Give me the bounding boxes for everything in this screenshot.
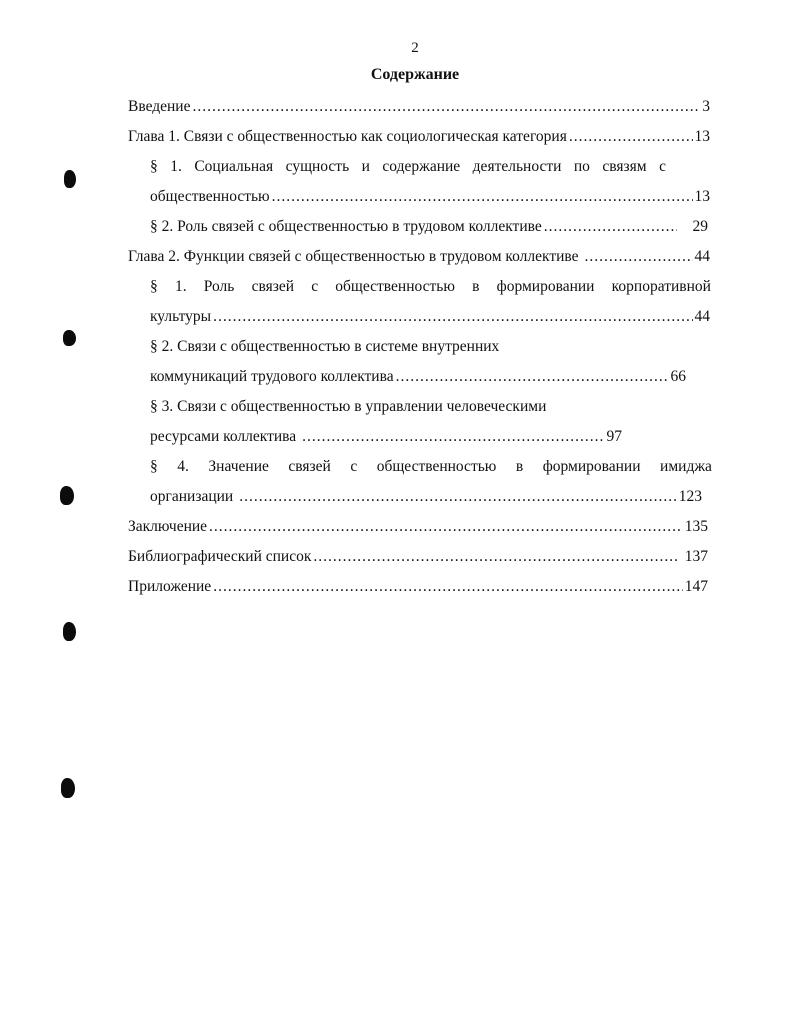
leader-dots [272, 184, 693, 210]
word: с [659, 158, 666, 175]
toc-entry-chapter-2[interactable] [128, 244, 710, 270]
leader-dots [396, 364, 669, 390]
word: § [150, 278, 158, 295]
word: общественностью [335, 278, 455, 295]
toc-entry-text: Библиографический список [128, 548, 312, 565]
toc-entry-text: Введение [128, 98, 191, 115]
toc-entry-ch2-section-3-line2[interactable] [150, 424, 622, 450]
leader-dots [209, 514, 683, 540]
word: деятельности [472, 158, 562, 175]
toc-page-number: 123 [678, 488, 702, 505]
word: в [515, 458, 524, 475]
toc-entry-text: ресурсами коллектива [150, 428, 297, 445]
toc-entry-text: § 2. Роль связей с общественностью в трудовом коллективе [150, 218, 542, 235]
toc-entry-conclusion[interactable] [128, 514, 708, 540]
toc-entry-ch2-section-2-line2[interactable] [150, 364, 686, 390]
word: Социальная [194, 158, 274, 175]
page-number: 2 [411, 40, 419, 56]
word: Значение [208, 458, 269, 475]
scan-speck [60, 486, 74, 505]
word: связей [288, 458, 331, 475]
word: корпоративной [611, 278, 711, 295]
word: 4. [177, 458, 189, 475]
toc-entry-ch1-section-1-line1[interactable] [150, 154, 666, 180]
toc-page-number: 97 [606, 428, 622, 445]
toc-entry-ch2-section-1-line1[interactable] [150, 274, 711, 300]
toc-entry-chapter-1[interactable] [128, 124, 710, 150]
word: имиджа [660, 458, 712, 475]
word: формировании [542, 458, 641, 475]
word: 1. [170, 158, 182, 175]
toc-entry-text: Глава 2. Функции связей с общественностью в трудовом коллективе [128, 248, 579, 265]
page-title: Содержание [370, 66, 460, 83]
word: общественностью [376, 458, 497, 475]
word: формировании [496, 278, 595, 295]
toc-page-number: 135 [684, 518, 708, 535]
toc-entry-text: Приложение [128, 578, 212, 595]
word: связям [602, 158, 647, 175]
toc-page-number: 13 [694, 128, 710, 145]
toc-entry-text: культуры [150, 308, 212, 325]
toc-entry-ch2-section-4-line2[interactable] [150, 484, 702, 510]
scan-speck [61, 778, 75, 798]
word: и [361, 158, 370, 175]
leader-dots [239, 484, 677, 510]
word: в [472, 278, 480, 295]
toc-page-number: 3 [702, 98, 710, 115]
toc-entry-ch2-section-3-line1[interactable]: § 3. Связи с общественностью в управлении человеческими [150, 398, 547, 415]
toc-page-number: 13 [694, 188, 710, 205]
word: § [150, 158, 158, 175]
leader-dots [213, 304, 692, 330]
word: 1. [174, 278, 187, 295]
leader-dots [569, 124, 693, 150]
scan-speck [64, 170, 76, 188]
toc-entry-text: коммуникаций трудового коллектива [150, 368, 394, 385]
toc-entry-ch2-section-2-line1[interactable]: § 2. Связи с общественностью в системе внутренних [150, 338, 500, 355]
toc-page-number: 66 [670, 368, 686, 385]
toc-entry-ch2-section-4-line1[interactable] [150, 454, 712, 480]
word: по [573, 158, 590, 175]
toc-entry-bibliography[interactable] [128, 544, 708, 570]
toc-entry-intro[interactable] [128, 94, 710, 120]
word: сущность [285, 158, 350, 175]
toc-entry-ch2-section-1-line2[interactable] [150, 304, 710, 330]
leader-dots [302, 424, 604, 450]
toc-page-number: 147 [684, 578, 708, 595]
leader-dots [313, 544, 678, 570]
toc-entry-text: организации [150, 488, 234, 505]
toc-page-number: 44 [694, 308, 710, 325]
toc-entry-ch1-section-2[interactable] [150, 214, 708, 240]
word: Роль [203, 278, 235, 295]
toc-entry-text: Глава 1. Связи с общественностью как социологическая категория [128, 128, 567, 145]
toc-entry-text: общественностью [150, 188, 270, 205]
leader-dots [192, 94, 700, 120]
scan-speck [63, 330, 76, 346]
toc-entry-text: Заключение [128, 518, 208, 535]
scan-speck [63, 622, 76, 641]
toc-page-number: 44 [694, 248, 710, 265]
toc-entry-appendix[interactable] [128, 574, 708, 600]
leader-dots [585, 244, 693, 270]
leader-dots [213, 574, 683, 600]
word: с [350, 458, 358, 475]
word: связей [251, 278, 294, 295]
toc-page-number: 137 [684, 548, 708, 565]
word: с [311, 278, 319, 295]
toc-page-number: 29 [692, 218, 708, 235]
word: § [150, 458, 158, 475]
toc-entry-ch1-section-1-line2[interactable] [150, 184, 710, 210]
word: содержание [382, 158, 461, 175]
leader-dots [544, 214, 677, 240]
